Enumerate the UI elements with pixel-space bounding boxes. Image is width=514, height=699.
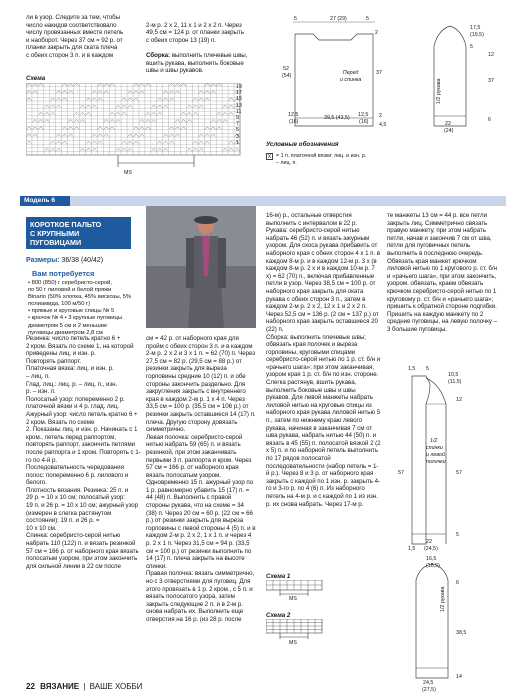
footer xyxy=(26,682,143,691)
assembly-label: Сборка: xyxy=(146,51,171,59)
text-col-a: Резинка: число петель кратно 6 + 2 кром. Вязать по схеме 1, на которой приведены лиц. и изн. р. Повторять раппорт. Платочная вязка: лиц. и изн. р. – лиц. п. Глад. лиц.: лиц. р. – лиц. п., изн. р. – изн. п. Полосатый узор: попеременно 2 р. платочной вязки и 4 р. глад. лиц. Ажурный узор: число петель кратно 6 + 2 кром. Вязать по схеме 2. Показаны лиц. и изн. р. Начинать с 1 кром., петель перед раппортом, повторять раппорт, закончить петлями после раппорта и 1 кром. Повторять с 1-го по 4-й р. Последовательность чередования полос: попеременно 6 р. лилового и белого. Плотность вязания. Резинка: 25 п. и 29 р. = 10 х 10 см; полосатый узор: 19 п. и 26 р. = 10 х 10 см; ажурный узор (измерен в слегка растянутом состоянии): 19 п. и 26 р. = 10 х 10 см. Спинка: серебристо-серой нитью набрать 110 (122) п. и вязать резинкой 57 см = 166 р. от наборного края вязать полосатым узором, при этом закончить для сильной линии в 22 см после xyxy=(26,335,141,570)
row-num: 11 xyxy=(236,108,242,115)
ps-label-1: 17,5 xyxy=(470,25,481,31)
model-photo xyxy=(146,206,256,328)
pattern-sleeve-2 xyxy=(400,556,480,686)
needs-list: • 800 (850) г серебристо-серой, по 50 г лиловой и белой пряжи Binario (50% хлопка, 45% вискозы, 5% полиамида, 100 м/50 г) • прямые и круговые спицы № 5 • крючок № 4 • 3 крупные пуговицы диаметром 5 см и 2 меньшие пуговицы диаметром 2,8 см xyxy=(28,280,132,336)
scheme1-title: Схема 1 xyxy=(266,573,291,580)
p3-l12: 22 xyxy=(426,539,432,545)
pf-bottom-2: (16) xyxy=(289,119,299,125)
pf-bottom-7: 4,5 xyxy=(379,122,387,128)
row-num: 1 xyxy=(236,139,239,146)
p3-l14: 1,5 xyxy=(408,546,416,552)
p4-l8: 14 xyxy=(456,674,462,680)
model-label: Модель 6 xyxy=(20,196,70,206)
ps-label-2: (19,5) xyxy=(470,32,484,38)
p3-l10: 57 xyxy=(398,470,404,476)
page-number: 22 xyxy=(26,682,35,691)
top-text-col1: ли в узор. Следите за тем, чтобы число накидов соответствовало числу провязанных вместе петель и наоборот. Через 37 см = 92 р. от планки закрыть для ската плеча с обеих сторон 3 п. и в каждом xyxy=(26,14,124,59)
pf-top-2: 27 (29) xyxy=(330,16,347,22)
sizes xyxy=(26,257,103,264)
scheme2-ms: MS xyxy=(289,640,297,646)
ps-label-8: (24) xyxy=(444,128,454,134)
model-title: КОРОТКОЕ ПАЛЬТО С КРУПНЫМИ ПУГОВИЦАМИ xyxy=(26,217,131,249)
p3-l6: 1/2 xyxy=(430,438,438,444)
row-num: 9 xyxy=(236,115,239,122)
text-col-d: те манжеты 13 см = 44 р. все петли закрыть лиц. Симметрично связать правую манжету, при этом набрать петли, начав и закончив 7 см от шва, петли для пуговичных петель выполнить в последнюю очередь. Обвязать края манжет крючком лиловой нитью по 1 кругового р. ст. б/н и «рачьего шага», при этом закончить, узором. обвязать, краем обвязать крючком серебристо-серой нитью по 1 круговому р. ст. б/н и «рачьего шага»; пришить к обратной стороне подгибки. Пришить на каждую манжету по 2 средние пуговицы, на левую полочку – 3 большие пуговицы. xyxy=(387,212,497,333)
pf-left-2: (54) xyxy=(282,73,292,79)
text-col-c: 16-м) р., остальные отверстия выполнить с интервалом в 22 р. Рукава: серебристо-серой нитью набрать 46 (52) п. и вязать ажурным узором. Для скоса рукава прибавить от наборного края с обеих сторон 4 х 1 п. в каждом 8-м р. и в каждом 12-м р. 3 х (в каждом 8-м р. 2 х и в каждом 10-м р. 7 х) = 62 (70) п., включая прибавленные петли в узор. Через 38,5 см = 100 р. от наборного края закрыть для оката рукава с обеих сторон 3 п., затем в каждом 2-м р. 2 х 2, 12 х 1 и 2 х 2 п. Через 52,5 см = 136 р. (2 см = 137 р.) от наборного края закрыть оставшиеся 20 (22) п. Сборка: выполнить плечевые швы; обвязать края полочек и выреза горловины, круговыми спицами серебристо-серой нитью по 1 р. ст. б/н и «рачьего шага»; при этом заканчивая, узором края 1 р. ст. б/н по изн. стороне. Слегка растянув, вшить рукава, выполнить боковые швы и швы рукавов. Для левой манжеты набрать лиловой нитью на круговые спицы из наборного края рукава лиловой нитью 5 п., затем по нижнему краю левого рукава, начиная в заканчивая 7 см от шва рукава, набрать нитью 44 (50) п. и вязать в 45 (55) п. полосатой вязкой 2 (2 х 5) п. и по наборной петель выполнить по 17 рядов полосатой последовательности (набор петель = 1-й р.). Через 8 и 3 р. от наборного края закрыть с каждой по 1 изн. р. закрыть 4-го и 3-го р. по 4 (6) п. Из наборного петель на 4-м р. и с каждой по 1 из изн. р. их снова набрать. Через 17-м р. xyxy=(266,212,381,508)
p3-l3: 10,5 xyxy=(448,372,459,378)
scheme-row-numbers xyxy=(236,84,242,146)
pf-bottom-5: (16) xyxy=(359,119,369,125)
scheme-chart xyxy=(26,83,256,175)
scheme-title: Схема xyxy=(26,75,46,82)
p3-l9: полочки xyxy=(426,459,446,465)
ps-label-6: 37 xyxy=(488,78,494,84)
footer-sep: | xyxy=(83,682,86,691)
top-text-col2-a: 2-м р. 2 х 2, 11 х 1 и 2 х 2 п. Через 49,5 см = 124 р. от планки закрыть с обеих сторон 13 (19) п. xyxy=(146,21,244,44)
pf-bottom-4: 12,5 xyxy=(358,112,369,118)
p3-l11: 57 xyxy=(456,470,462,476)
legend-text: = 1 п. платочной вязки: лиц. и изн. р. – лиц. п. xyxy=(276,153,367,166)
p4-l5: 38,5 xyxy=(456,630,467,636)
scheme1-ms: MS xyxy=(289,596,297,602)
p3-l5: 12 xyxy=(456,397,462,403)
pf-right-1: 2 xyxy=(375,30,378,36)
pf-bottom-6: 2 xyxy=(379,113,382,119)
ps-label-5: 1/2 рукава xyxy=(436,78,442,104)
p4-l3: 6 xyxy=(456,580,459,586)
top-text-col2 xyxy=(146,14,256,75)
pf-bottom-3: 39,5 (43,5) xyxy=(324,115,350,121)
row-num: 5 xyxy=(236,127,239,134)
p3-l4: (11,5) xyxy=(448,379,462,385)
magazine-name: ВЯЗАНИЕ xyxy=(40,682,80,691)
pattern-sleeve xyxy=(420,18,500,133)
row-num: 15 xyxy=(236,96,242,103)
row-num: 19 xyxy=(236,84,242,90)
ps-label-9: 6 xyxy=(488,117,491,123)
p3-l15: 5 xyxy=(456,532,459,538)
pf-right-2: 37 xyxy=(376,70,382,76)
model-band xyxy=(20,196,506,206)
pf-left-1: 52 xyxy=(283,66,289,72)
ps-label-3: 5 xyxy=(470,44,473,50)
assembly-text: выполнить плечевые швы, вшить рукава, выполнить боковые швы и швы рукавов. xyxy=(146,51,248,75)
p4-l6: 24,5 xyxy=(423,680,434,686)
pf-top-1: 5 xyxy=(294,16,297,22)
ps-label-7: 22 xyxy=(445,121,451,127)
pf-top-3: 5 xyxy=(366,16,369,22)
ps-label-4: 12 xyxy=(488,52,494,58)
scheme2-title: Схема 2 xyxy=(266,612,291,619)
row-num: 7 xyxy=(236,121,239,128)
p3-l2: 5 xyxy=(426,366,429,372)
row-num: 13 xyxy=(236,102,242,109)
pf-bottom-1: 12,5 xyxy=(288,112,299,118)
text-col-b: см = 42 р. от наборного края для пройм с обеих сторон 3 п. и в каждом 2-м р. 2 х 2 и 3 х 1 п. = 62 (70) п. Через 27,5 см = 82 р. (29,5 см = 88 р.) от резинки закрыть для выреза горловины средние 10 (12) п. и обе стороны закончить раздельно. Для закругления закрыть с внутреннего края в каждом 2-м р. 1 х 4 п. Через 33,5 см = 100 р. (35,5 см = 106 р.) от резинки закрыть оставшиеся 14 (17) п. плеча. Другую сторону довязать симметрично. Левая полочка: серебристо-серой нитью набрать 59 (65) п. и вязать резинкой, при этом заканчивать первыми 3 п. раппорта и кром. Через 57 см = 166 р. от наборного края вязать полосатым узором. Одновременно 15 п. ажурный узор по 1 р. равномерно убавить 15 (17) п. = 44 (48) п. Выполнить с правой стороны рукава, что на схеме = 34 (38) п. Через 20 см = 60 р. (22 см = 66 р.) от резинки закрыть для выреза горловины с левой стороны 4 (5) п. и в каждом 2-м р. 2 х 2, 1 х 1 п. и через 4 р. 2 х 1 п. Через 31,5 см = 94 р. (33,5 см = 100 р.) от резинки выполнить по 14 (17) п. плеча закрыть на высоте спинки. Правая полочка: вязать симметрично, но с 3 отверстиями для пуговиц. Для этого провязать в 1 р. 2 кром., с 5 п. и вязать полосатого узора, затем закрыть следующие 2 п. и в 2-м р. снова набрать их. Выполнить еще отверстия на 16 р. (из 28 р. после xyxy=(146,335,256,623)
p4-l4: 1/2 рукава xyxy=(440,586,446,612)
legend-mark: Х xyxy=(267,154,272,160)
p3-l1: 1,5 xyxy=(408,366,416,372)
needs-title: Вам потребуется xyxy=(32,269,95,278)
scheme-ms-label: MS xyxy=(124,170,132,176)
p3-l13: (24,5) xyxy=(424,546,438,552)
sizes-label: Размеры: xyxy=(26,257,60,264)
p3-l7: спинки xyxy=(426,445,443,451)
p4-l1: 16,5 xyxy=(426,556,437,562)
p4-l2: (18,5) xyxy=(426,563,440,569)
p4-l7: (27,5) xyxy=(422,687,436,693)
legend-title: Условные обозначения xyxy=(266,141,339,148)
row-num: 17 xyxy=(236,90,242,97)
magazine-sub: ВАШЕ ХОББИ xyxy=(89,682,143,691)
p3-l8: и левой xyxy=(426,452,445,458)
sizes-value: 36/38 (40/42) xyxy=(61,257,104,264)
model-photo-figure xyxy=(146,206,256,328)
row-num: 3 xyxy=(236,133,239,140)
pf-center: Перед и спинка xyxy=(340,70,362,83)
